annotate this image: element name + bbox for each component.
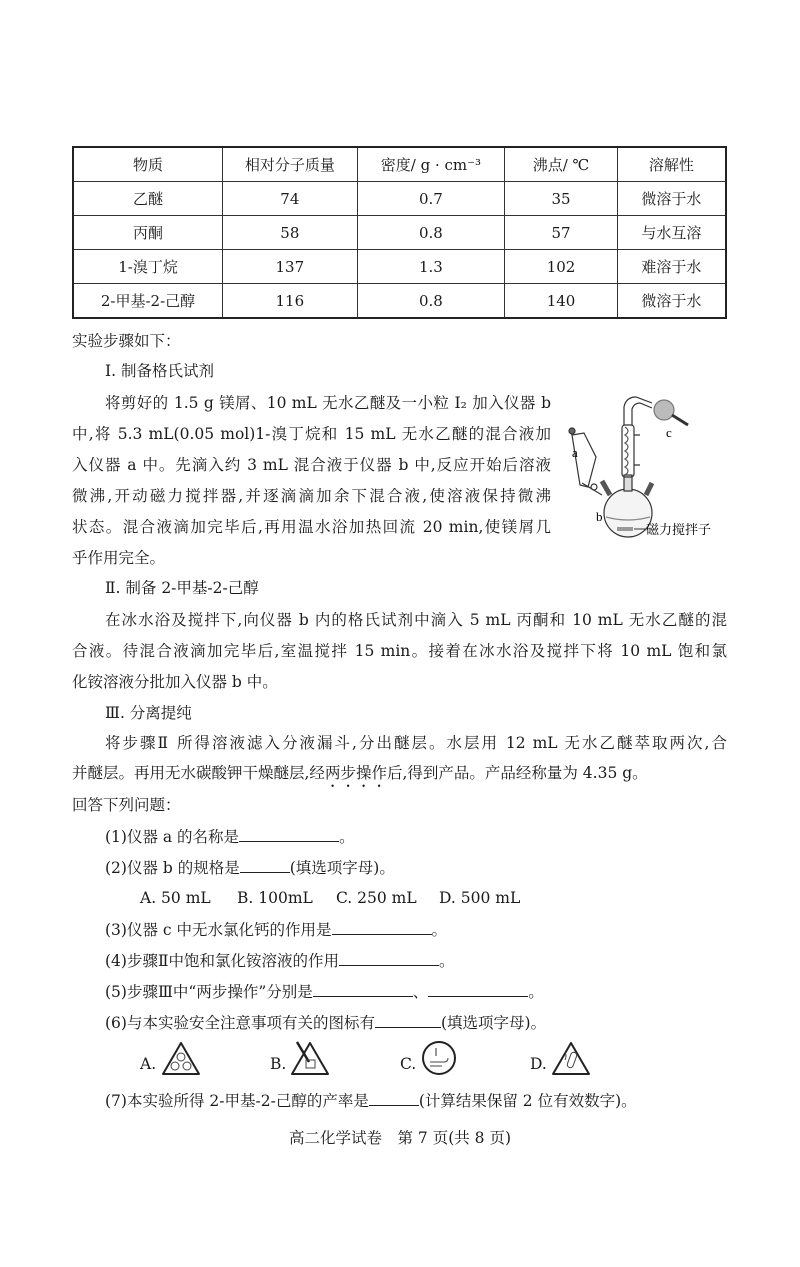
- table-cell: 116: [223, 284, 358, 319]
- stirrer-label: 磁力搅拌子: [646, 523, 712, 538]
- step2-line: 在冰水浴及搅拌下,向仪器 b 内的格氏试剂中滴入 5 mL 丙酮和 10 mL 无水乙醚的混: [105, 611, 727, 629]
- step3-title: Ⅲ. 分离提纯: [105, 704, 192, 722]
- question-text: (填选项字母)。: [440, 1014, 547, 1032]
- steps-intro: 实验步骤如下：: [72, 332, 181, 350]
- step3-text: 后,得到产品。产品经称量为 4.35 g。: [386, 764, 648, 782]
- icon-option-b: B.: [270, 1055, 287, 1073]
- question-7: [105, 1090, 637, 1111]
- table-cell: 与水互溶: [617, 216, 726, 250]
- table-header: 溶解性: [617, 147, 726, 182]
- question-3: [105, 919, 447, 940]
- table-header: 物质: [73, 147, 223, 182]
- question-text: (4)步骤Ⅱ中饱和氯化铵溶液的作用: [105, 952, 339, 970]
- table-cell: 35: [505, 182, 618, 216]
- question-text: (2)仪器 b 的规格是: [105, 859, 240, 877]
- step1-line: 状态。混合液滴加完毕后,再用温水浴加热回流 20 min,使镁屑几: [72, 518, 551, 536]
- table-row: [73, 216, 726, 250]
- table-header-row: [73, 147, 726, 182]
- hand-wash-icon: [418, 1040, 460, 1078]
- icon-option-d: D.: [530, 1055, 547, 1073]
- question-text: 。: [528, 983, 544, 1001]
- question-1: [105, 826, 355, 847]
- step1-line: 入仪器 a 中。先滴入约 3 mL 混合液于仪器 b 中,反应开始后溶液: [72, 456, 551, 474]
- option-b: B. 100mL: [237, 889, 313, 907]
- properties-table: [72, 146, 727, 319]
- table-row: [73, 250, 726, 284]
- table-cell: 0.8: [357, 216, 505, 250]
- question-text: 。: [431, 921, 448, 939]
- answer-blank[interactable]: [240, 857, 290, 873]
- fan-ventilation-icon: [160, 1040, 202, 1078]
- table-cell: 1.3: [357, 250, 505, 284]
- table-cell: 2-甲基-2-己醇: [73, 284, 223, 319]
- question-text: (5)步骤Ⅲ中“两步操作”分别是: [105, 983, 313, 1001]
- label-c: c: [666, 425, 672, 440]
- table-cell: 140: [505, 284, 618, 319]
- table-cell: 102: [505, 250, 618, 284]
- question-4: [105, 950, 455, 971]
- step2-line: 合液。待混合液滴加完毕后,室温搅拌 15 min。接着在冰水浴及搅拌下将 10 mL 饱和氯: [72, 642, 727, 660]
- table-cell: 1-溴丁烷: [73, 250, 223, 284]
- step1-line: 中,将 5.3 mL(0.05 mol)1-溴丁烷和 15 mL 无水乙醚的混合液加: [72, 425, 551, 443]
- option-d: D. 500 mL: [439, 889, 521, 907]
- option-a: A. 50 mL: [140, 889, 211, 907]
- table-header: 密度/ g · cm⁻³: [357, 147, 505, 182]
- table-row: [73, 284, 726, 319]
- step3-line: [72, 763, 648, 791]
- table-cell: 丙酮: [73, 216, 223, 250]
- step1-line: 微沸,开动磁力搅拌器,并逐滴滴加余下混合液,使溶液保持微沸: [72, 487, 551, 505]
- answer-blank[interactable]: [239, 826, 339, 842]
- question-text: 。: [339, 828, 355, 846]
- table-cell: 58: [223, 216, 358, 250]
- page-footer: 高二化学试卷 第 7 页(共 8 页): [288, 1129, 512, 1147]
- step3-text: 并醚层。再用无水碳酸钾干燥醚层,经: [72, 764, 325, 782]
- question-text: 、: [412, 983, 429, 1001]
- label-a: a: [572, 445, 578, 460]
- answer-blank[interactable]: [332, 919, 432, 935]
- table-cell: 0.8: [357, 284, 505, 319]
- emphasized-text: 两步操作: [324, 764, 387, 782]
- answer-blank[interactable]: [313, 981, 413, 997]
- step1-title: Ⅰ. 制备格氏试剂: [105, 362, 214, 380]
- answer-blank[interactable]: [375, 1012, 441, 1028]
- table-cell: 0.7: [357, 182, 505, 216]
- question-text: 。: [439, 952, 455, 970]
- table-row: [73, 182, 726, 216]
- question-6: [105, 1012, 546, 1033]
- step2-line: 化铵溶液分批加入仪器 b 中。: [72, 673, 278, 691]
- icon-option-a: A.: [140, 1055, 157, 1073]
- step1-line: 乎作用完全。: [72, 549, 166, 567]
- table-cell: 57: [505, 216, 618, 250]
- table-cell: 难溶于水: [617, 250, 726, 284]
- question-text: (6)与本实验安全注意事项有关的图标有: [105, 1014, 375, 1032]
- label-b: b: [596, 509, 603, 524]
- answer-blank[interactable]: [369, 1090, 419, 1106]
- question-5: [105, 981, 544, 1002]
- answer-blank[interactable]: [339, 950, 439, 966]
- table-cell: 微溶于水: [617, 182, 726, 216]
- answer-blank[interactable]: [428, 981, 528, 997]
- sharp-object-icon: [289, 1040, 331, 1078]
- table-cell: 乙醚: [73, 182, 223, 216]
- table-cell: 74: [223, 182, 358, 216]
- step1-line: 将剪好的 1.5 g 镁屑、10 mL 无水乙醚及一小粒 I₂ 加入仪器 b: [105, 394, 551, 412]
- question-text: (7)本实验所得 2-甲基-2-己醇的产率是: [105, 1092, 369, 1110]
- apparatus-figure: [560, 395, 750, 545]
- question-text: (1)仪器 a 的名称是: [105, 828, 240, 846]
- step2-title: Ⅱ. 制备 2-甲基-2-己醇: [105, 579, 259, 597]
- answer-intro: 回答下列问题：: [72, 796, 181, 814]
- step3-line: 将步骤Ⅱ 所得溶液滤入分液漏斗,分出醚层。水层用 12 mL 无水乙醚萃取两次,合: [105, 734, 727, 752]
- table-cell: 137: [223, 250, 358, 284]
- table-header: 沸点/ ℃: [505, 147, 618, 182]
- question-text: (填选项字母)。: [289, 859, 395, 877]
- question-2: [105, 857, 395, 878]
- table-cell: 微溶于水: [617, 284, 726, 319]
- question-text: (计算结果保留 2 位有效数字)。: [418, 1092, 637, 1110]
- option-c: C. 250 mL: [336, 889, 417, 907]
- table-header: 相对分子质量: [223, 147, 358, 182]
- icon-option-c: C.: [400, 1055, 417, 1073]
- hot-tube-icon: [550, 1040, 592, 1078]
- question-text: (3)仪器 c 中无水氯化钙的作用是: [105, 921, 332, 939]
